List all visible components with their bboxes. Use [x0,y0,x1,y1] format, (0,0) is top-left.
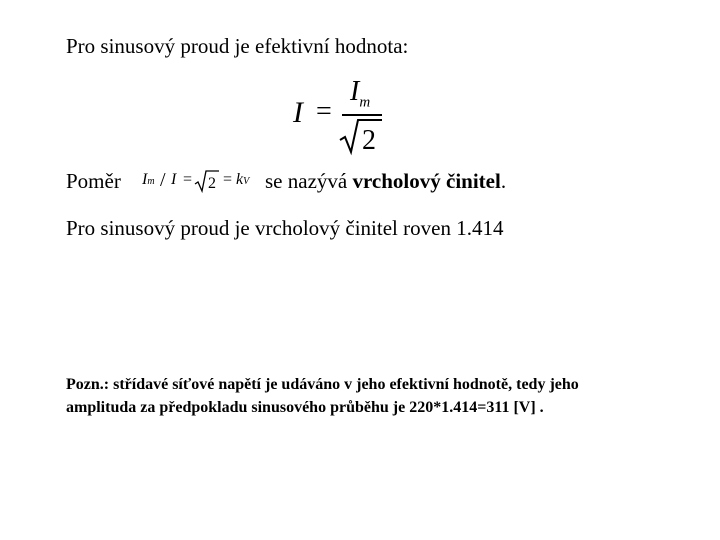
inline-im: Im [142,171,155,188]
inline-eq1: = [183,171,193,188]
inline-i: I [171,171,177,188]
formula-lhs: I [293,96,303,129]
intro-text: Pro sinusový proud je efektivní hodnota: [66,34,409,58]
rms-formula [290,76,400,156]
inline-sqrt-radicand: 2 [208,175,216,192]
sqrt-radicand: 2 [362,125,376,156]
note-text: Pozn.: střídavé síťové napětí je udáváno v jeho efektivní hodnotě, tedy jeho amplituda za předpokladu sinusového průběhu je 220*1.414=311 [V] . [66,376,579,416]
definition-text [265,169,506,194]
crest-factor-term: vrcholový činitel [352,169,501,193]
inline-kv: kV [236,171,250,188]
formula-numerator: $I_m$ [350,76,371,111]
inline-slash: / [160,169,166,191]
inline-sqrt [194,169,220,193]
sqrt-denominator [338,116,384,156]
formula-equals: = [316,96,332,127]
inline-eq2: = [223,171,233,188]
definition-end: . [500,169,507,193]
crest-factor-formula [140,167,265,197]
ratio-label: Poměr [66,169,121,193]
crest-factor-value-text: Pro sinusový proud je vrcholový činitel roven 1.414 [66,216,504,240]
definition-middle: se nazývá [265,169,353,193]
